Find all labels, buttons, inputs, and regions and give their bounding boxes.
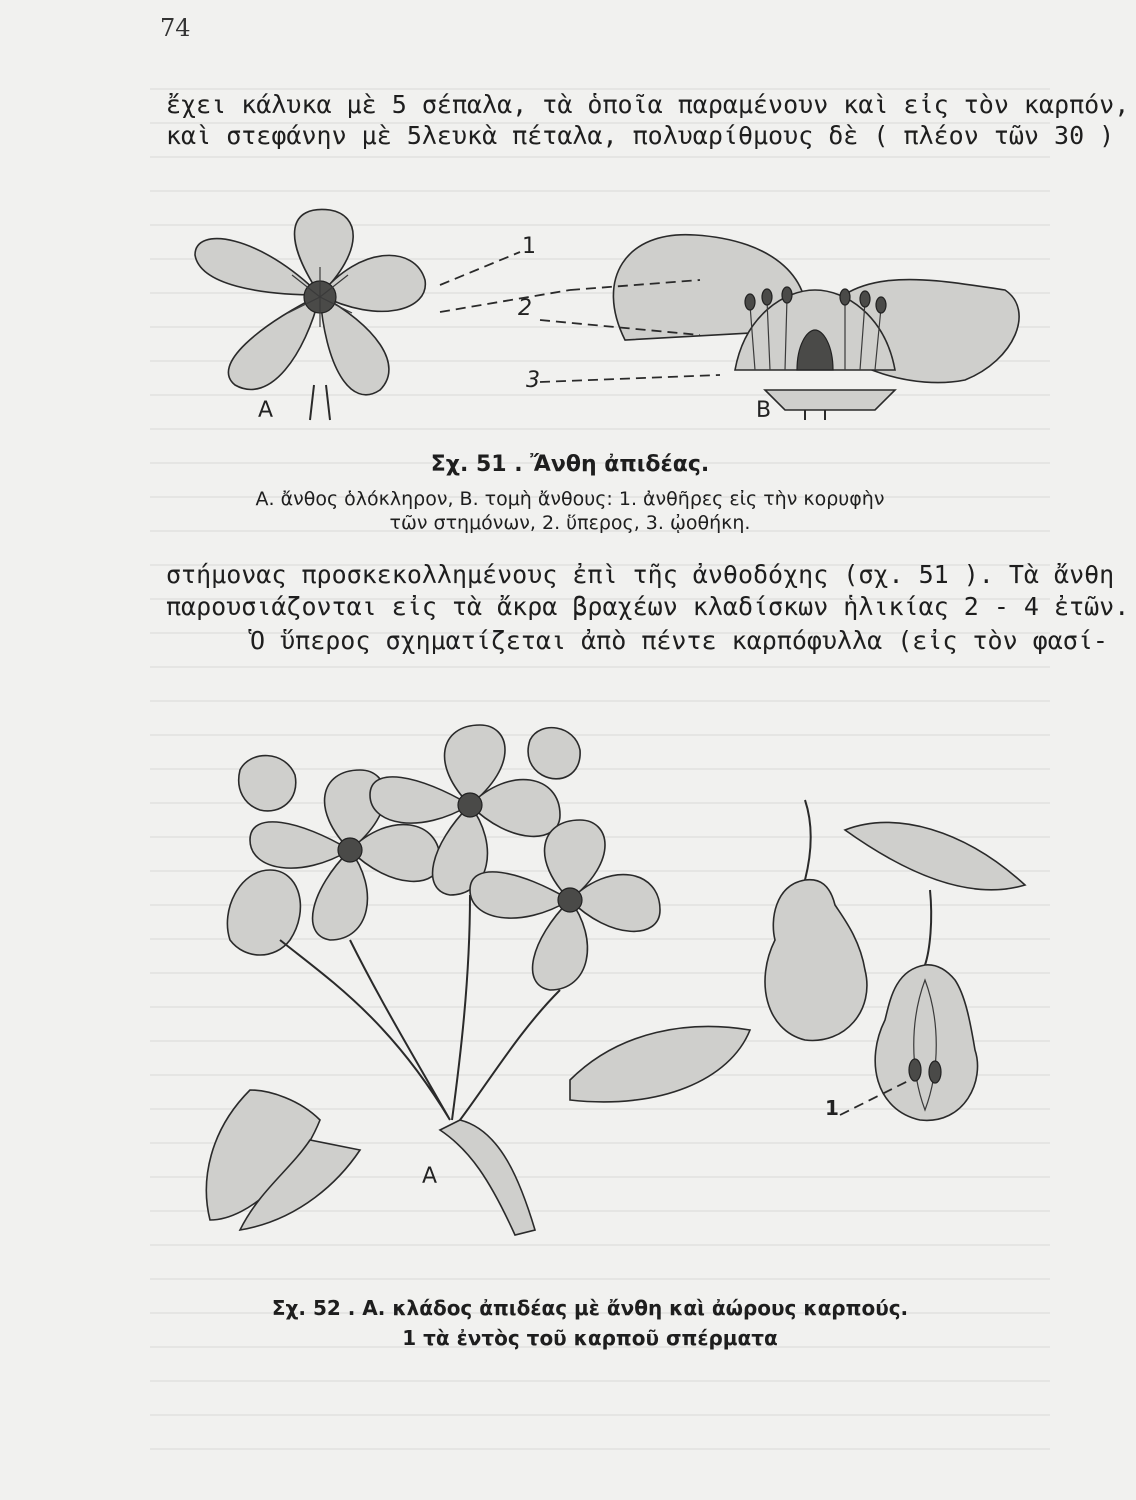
page-number: 74 [160, 14, 191, 42]
figure-51-callout-1: 1 [522, 234, 536, 259]
body-text-line-1: ἔχει κάλυκα μὲ 5 σέπαλα, τὰ ὁποῖα παραμένουν καὶ εἰς τὸν καρπόν, [166, 90, 1130, 119]
body-text-line-5: Ὁ ὕπερος σχηματίζεται ἀπὸ πέντε καρπόφυλλα (εἰς τὸν φασί- [250, 626, 1108, 655]
figure-52-caption-line-1: Σχ. 52 . Α. κλάδος ἀπιδέας μὲ ἄνθη καὶ ἀώρους καρπούς. [271, 1296, 909, 1320]
figure-52-caption-line-2: 1 τὰ ἐντὸς τοῦ καρποῦ σπέρματα [402, 1326, 778, 1350]
figure-52-callout-1: 1 [825, 1096, 839, 1120]
figure-52-pear-illustration [745, 790, 1045, 1170]
figure-51-callout-2: 2 [518, 296, 532, 321]
figure-51-caption-line-1: Α. ἄνθος ὁλόκληρον, Β. τομὴ ἄνθους: 1. ἀνθῆρες εἰς τὴν κορυφὴν [255, 488, 885, 510]
figure-52-label-a: Α [422, 1164, 438, 1189]
figure-51-caption-title: Σχ. 51 . Ἄνθη ἀπιδέας. [430, 452, 710, 477]
figure-51-whole-flower [180, 205, 460, 420]
figure-51-label-a: Α [258, 398, 274, 423]
figure-51-callout-3: 3 [526, 368, 540, 393]
figure-52-branch-illustration [190, 700, 770, 1240]
figure-51-caption-line-2: τῶν στημόνων, 2. ὕπερος, 3. ᾠοθήκη. [389, 512, 751, 534]
figure-51-label-b: Β [756, 398, 772, 423]
body-text-line-4: παρουσιάζονται εἰς τὰ ἄκρα βραχέων κλαδίσκων ἡλικίας 2 - 4 ἐτῶν. [166, 592, 1130, 621]
figure-51-leader-lines [420, 240, 740, 390]
body-text-line-3: στήμονας προσκεκολλημένους ἐπὶ τῆς ἀνθοδόχης (σχ. 51 ). Τὰ ἄνθη [166, 560, 1115, 589]
body-text-line-2: καὶ στεφάνην μὲ 5λευκὰ πέταλα, πολυαρίθμους δὲ ( πλέον τῶν 30 ) [166, 121, 1115, 150]
